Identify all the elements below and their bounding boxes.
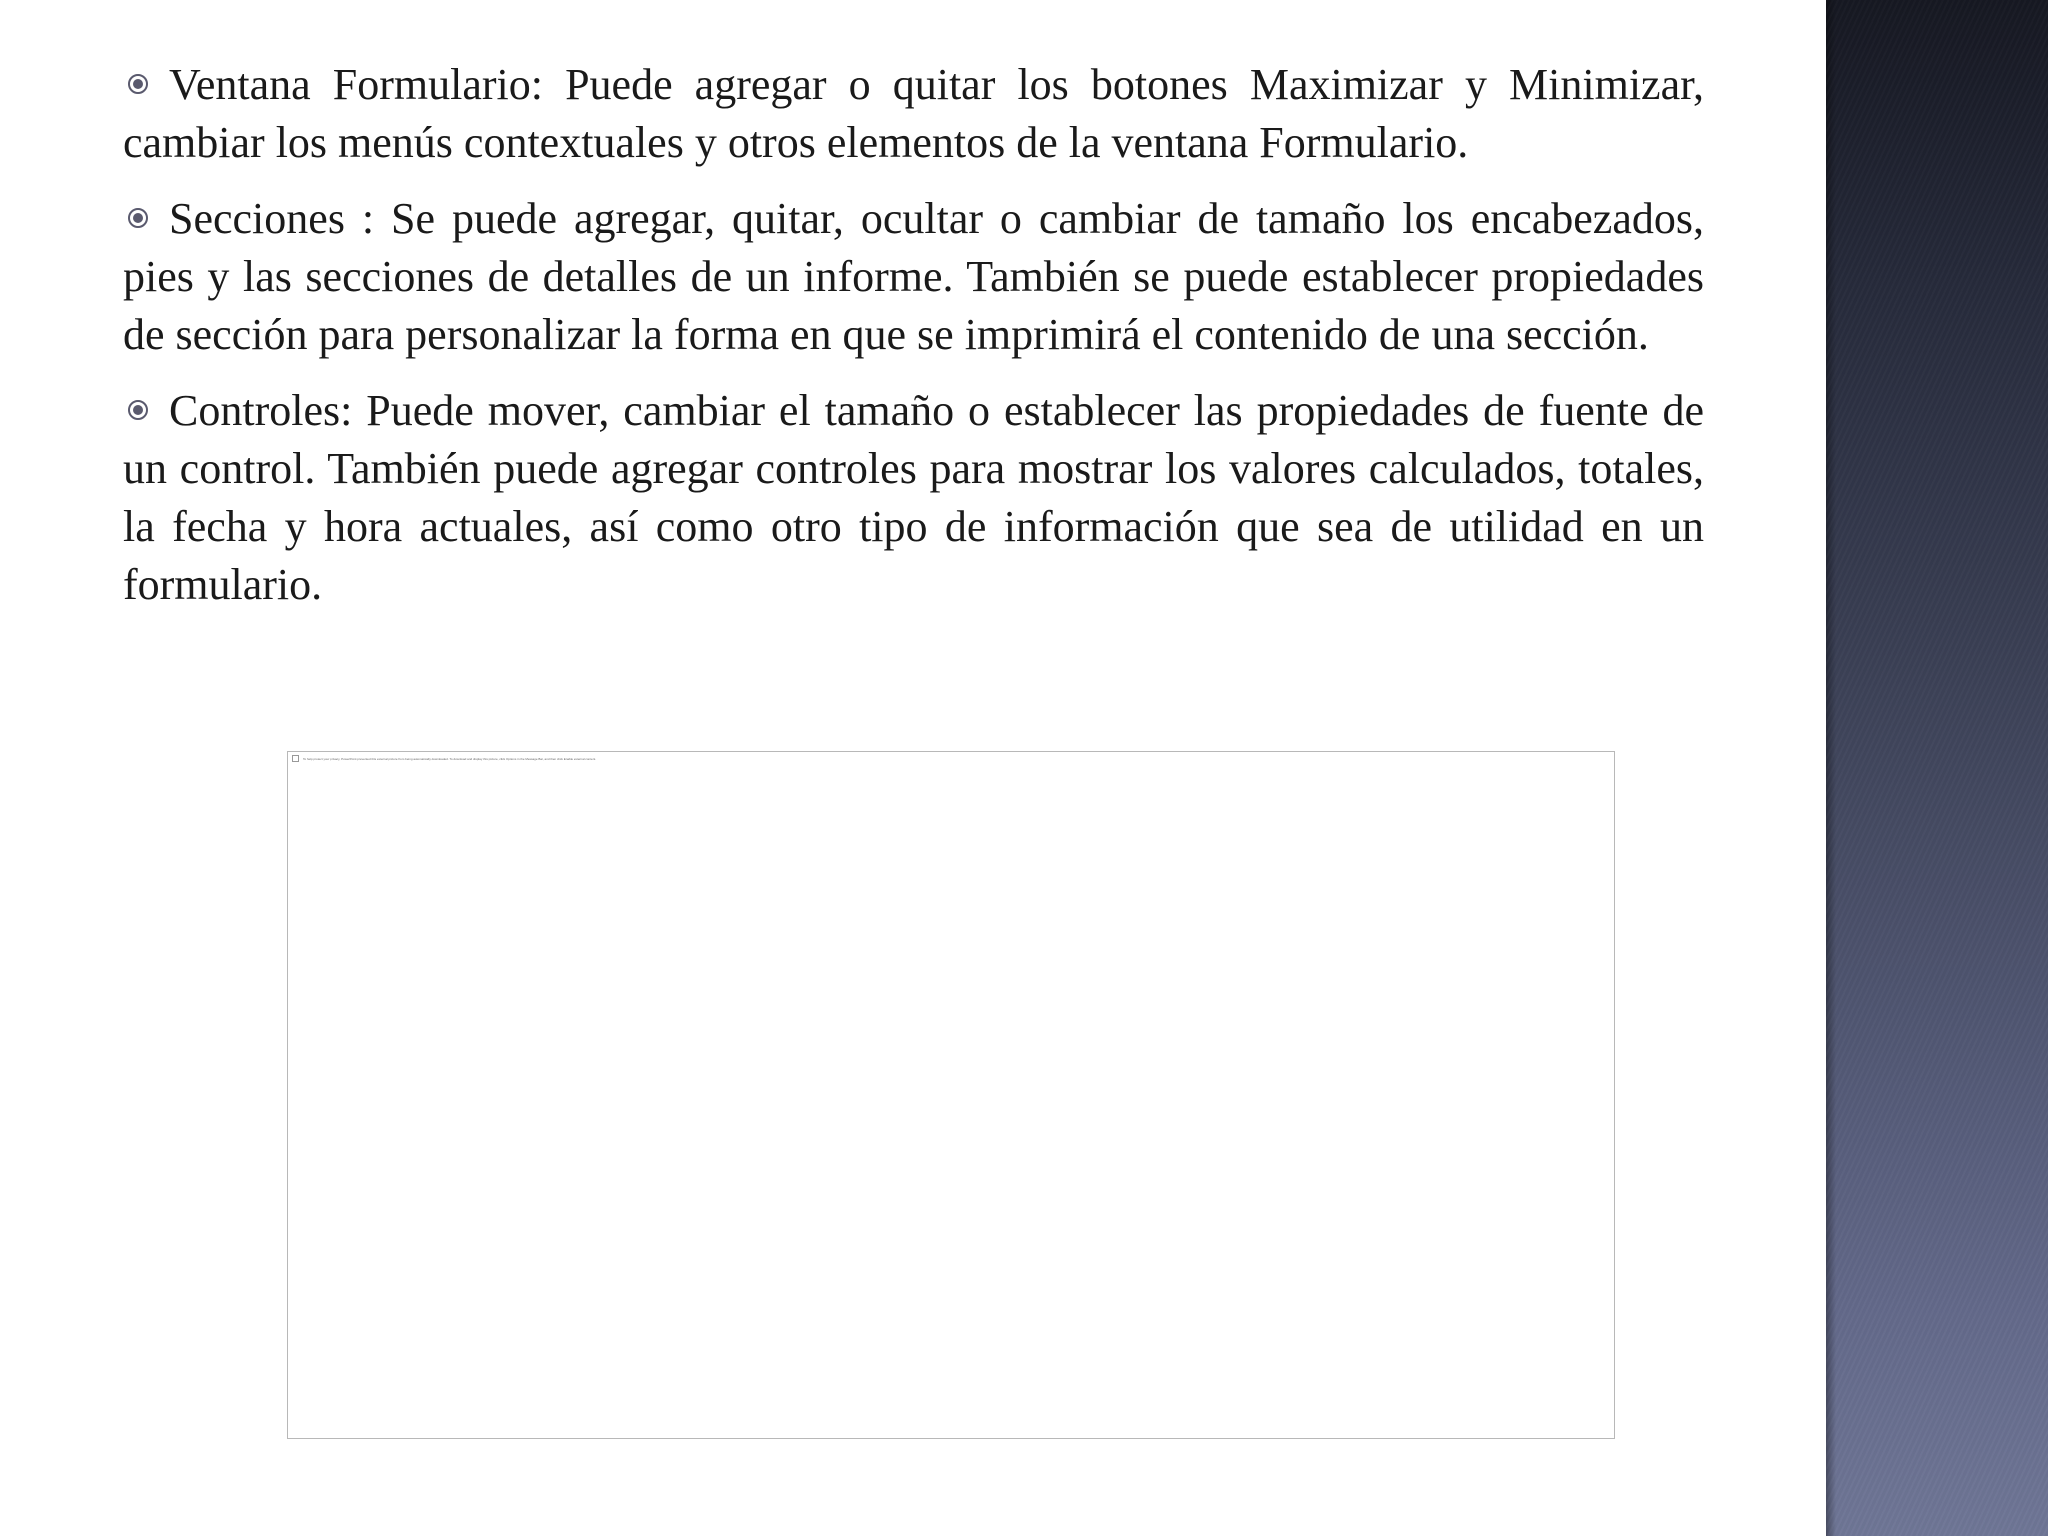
radio-bullet-icon (127, 73, 149, 95)
radio-bullet-icon (127, 207, 149, 229)
picture-blocked-notice (292, 755, 596, 762)
picture-notice-text: To help protect your privacy, PowerPoint prevented this external picture from being automatically downloaded. To download and display this picture, click Options in the Message Bar, and then click Enable external content. (303, 756, 597, 761)
blocked-image-icon (292, 755, 299, 762)
radio-bullet-icon (127, 399, 149, 421)
bullet-item-secciones (123, 190, 1704, 364)
bullet-text: Controles: Puede mover, cambiar el tamaño o establecer las propiedades de fuente de un control. También puede agregar controles para mostrar los valores calculados, totales, la fecha y hora actuales, así como otro tipo de información que sea de utilidad en un formulario. (123, 386, 1704, 609)
decorative-side-panel (1826, 0, 2048, 1536)
bullet-text: Ventana Formulario: Puede agregar o quitar los botones Maximizar y Minimizar, cambiar los menús contextuales y otros elementos de la ventana Formulario. (123, 60, 1704, 167)
slide-body (123, 56, 1704, 632)
bullet-item-controles (123, 382, 1704, 614)
bullet-text: Secciones : Se puede agregar, quitar, ocultar o cambiar de tamaño los encabezados, pies y las secciones de detalles de un informe. También se puede establecer propiedades de sección para personalizar la forma en que se imprimirá el contenido de una sección. (123, 194, 1704, 359)
blocked-external-picture (287, 751, 1615, 1439)
bullet-item-ventana-formulario (123, 56, 1704, 172)
